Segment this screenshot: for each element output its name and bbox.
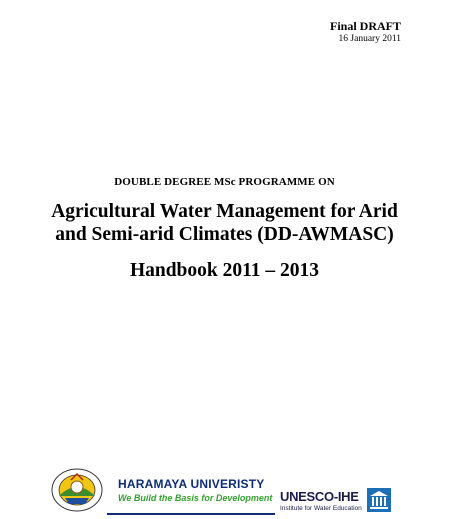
haramaya-university-seal-icon — [51, 468, 103, 512]
title-line-2: and Semi-arid Climates (DD-AWMASC) — [55, 224, 394, 245]
unesco-ihe-name: UNESCO-IHE — [280, 489, 359, 504]
footer-rule — [107, 513, 275, 515]
programme-heading: DOUBLE DEGREE MSc PROGRAMME ON — [114, 176, 335, 188]
unesco-ihe-subtitle: Institute for Water Education — [280, 505, 362, 512]
draft-date: 16 January 2011 — [338, 34, 401, 44]
unesco-temple-icon — [367, 488, 391, 512]
haramaya-university-name: HARAMAYA UNIVERISTY — [118, 477, 265, 491]
handbook-years: Handbook 2011 – 2013 — [129, 260, 320, 281]
title-line-1: Agricultural Water Management for Arid — [51, 201, 398, 222]
document-title — [0, 200, 449, 246]
haramaya-motto: We Build the Basis for Development — [118, 493, 273, 503]
draft-status: Final DRAFT — [329, 19, 401, 33]
